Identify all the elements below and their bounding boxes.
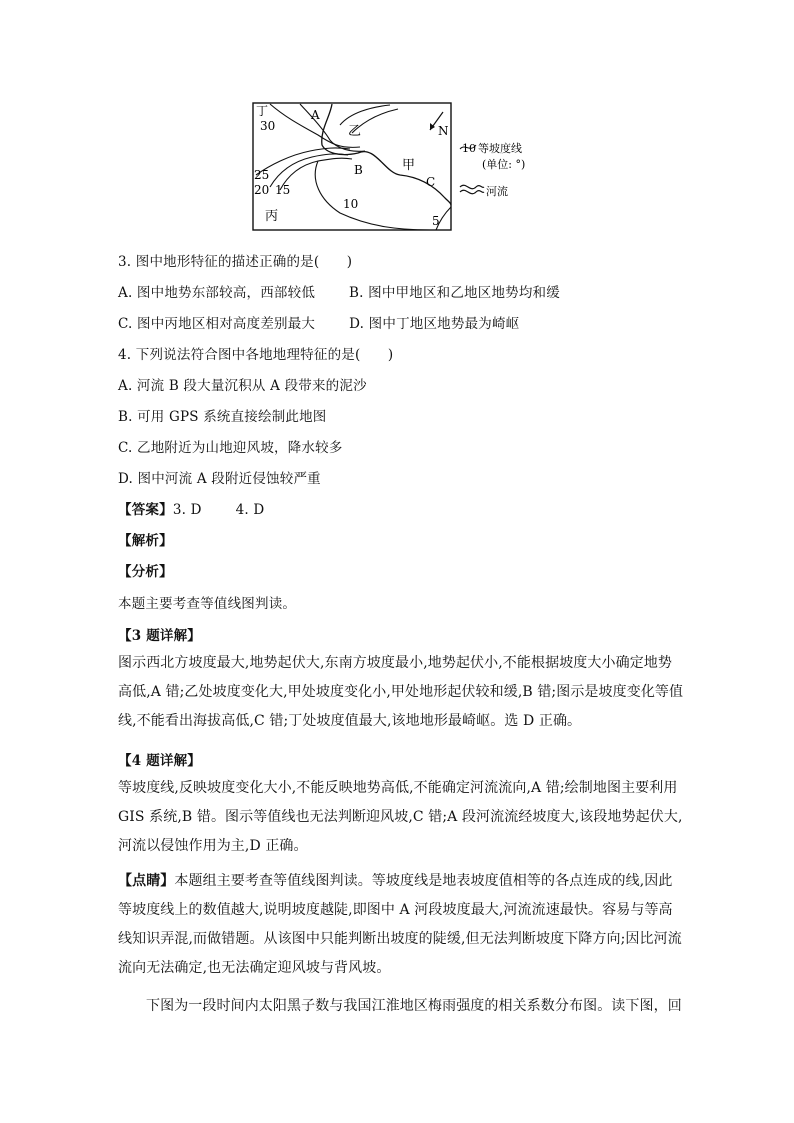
- q4-option-d: D. 图中河流 A 段附近侵蚀较严重: [118, 471, 321, 487]
- legend-contour-value: 10: [462, 142, 476, 155]
- q3-detail-heading: 【3 题详解】: [118, 628, 201, 644]
- label-a: A: [311, 108, 320, 122]
- q4-option-c: C. 乙地附近为山地迎风坡，降水较多: [118, 440, 343, 456]
- answer-3: 3. D: [172, 502, 202, 518]
- legend-river-label: 河流: [486, 185, 508, 198]
- label-jia: 甲: [402, 158, 416, 173]
- dianjing-tag: 【点睛】: [118, 873, 175, 889]
- q3-options-row2: [118, 312, 698, 332]
- q3-option-a: A. 图中地势东部较高，西部较低: [118, 285, 316, 301]
- q4-stem: 4. 下列说法符合图中各地地理特征的是( ): [118, 347, 394, 363]
- q3-detail-text: 图示西北方坡度最大,地势起伏大,东南方坡度最小,地势起伏小,不能根据坡度大小确定地势高低,A 错;乙处坡度变化大,甲处坡度变化小,甲处地形起伏较和缓,B 错;图示是坡度变化等值线,不能看出海拔高低,C 错;丁处坡度值最大,该地地形最崎岖。选 D 正确。: [118, 655, 684, 729]
- label-25: 25: [254, 168, 270, 182]
- answer-line: [118, 498, 698, 518]
- contour-line: [280, 158, 352, 190]
- legend-contour-label: 等坡度线: [478, 142, 522, 155]
- river-legend-icon: [460, 185, 484, 188]
- q3-option-b: B. 图中甲地区和乙地区地势均和缓: [349, 285, 560, 301]
- label-c: C: [426, 175, 436, 189]
- q4-detail-text: 等坡度线,反映坡度变化大小,不能反映地势高低,不能确定河流流向,A 错;绘制地图主要利用 GIS 系统,B 错。图示等值线也无法判断迎风坡,C 错;A 段河流流经坡度大,该段地势起伏大,河流以侵蚀作用为主,D 正确。: [118, 780, 683, 854]
- q3-options-row1: [118, 281, 698, 301]
- q4-option-a: A. 河流 B 段大量沉积从 A 段带来的泥沙: [118, 378, 367, 394]
- legend-unit: (单位: °): [482, 158, 526, 171]
- fenxi-heading: 【分析】: [118, 564, 173, 580]
- q3-option-d: D. 图中丁地区地势最为崎岖: [349, 316, 520, 332]
- q4-option-b: B. 可用 GPS 系统直接绘制此地图: [118, 409, 327, 425]
- river-line: [322, 104, 451, 205]
- dianjing-block: [118, 867, 684, 983]
- label-ding: 丁: [256, 104, 269, 118]
- fenxi-text: 本题主要考查等值线图判读。: [118, 596, 297, 612]
- q3-option-c: C. 图中丙地区相对高度差别最大: [118, 316, 316, 332]
- label-20: 20: [254, 183, 270, 197]
- dianjing-text: 本题组主要考查等值线图判读。等坡度线是地表坡度值相等的各点连成的线,因此等坡度线上的数值越大,说明坡度越陡,即图中 A 河段坡度最大,河流流速最快。容易与等高线知识弄混,而做错题。从该图中只能判断出坡度的陡缓,但无法判断坡度下降方向;因比河流流向无法确定,也无法确定迎风坡与背风坡。: [118, 873, 682, 976]
- label-n: N: [438, 124, 449, 138]
- jiexi-heading: 【解析】: [118, 533, 173, 549]
- q4-detail-heading: 【4 题详解】: [118, 753, 201, 769]
- label-15: 15: [275, 183, 291, 197]
- answer-tag: 【答案】: [118, 502, 173, 518]
- map-svg: [240, 95, 540, 235]
- label-5: 5: [432, 214, 440, 228]
- label-30: 30: [260, 119, 276, 133]
- label-bing: 丙: [265, 209, 279, 224]
- label-yi: 乙: [348, 124, 362, 139]
- river-legend-icon: [460, 190, 484, 193]
- slope-contour-map: [240, 95, 540, 235]
- next-question-intro: 下图为一段时间内太阳黑子数与我国江淮地区梅雨强度的相关系数分布图。读下图，回: [146, 998, 682, 1014]
- label-10: 10: [343, 197, 359, 211]
- answer-4: 4. D: [235, 502, 265, 518]
- label-b: B: [354, 163, 363, 177]
- contour-line: [256, 148, 350, 175]
- q3-stem: 3. 图中地形特征的描述正确的是( ): [118, 254, 353, 270]
